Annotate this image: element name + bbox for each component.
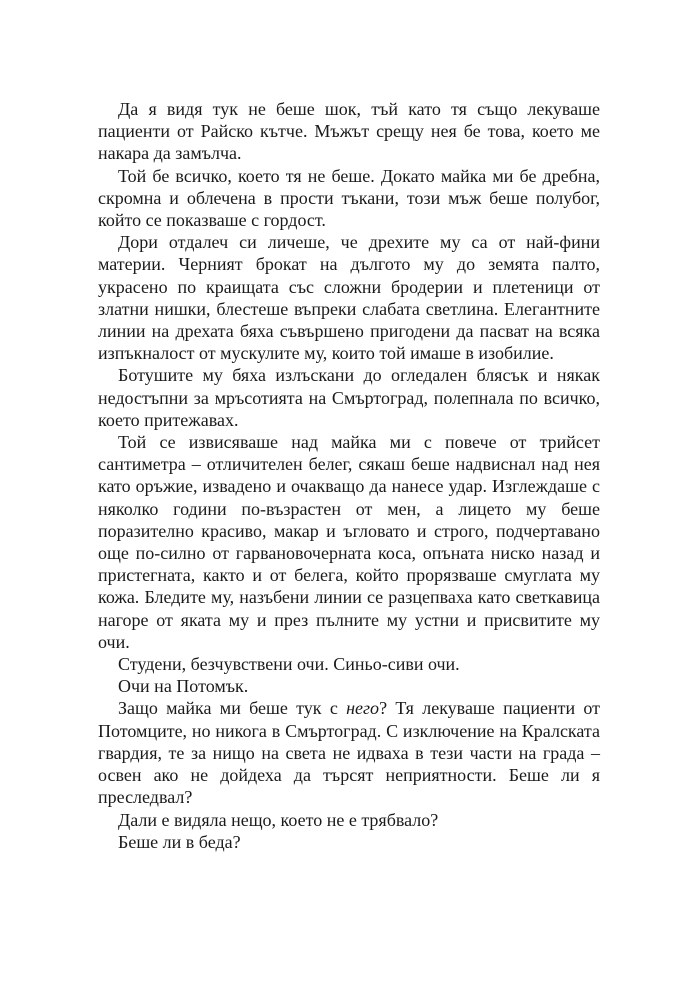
paragraph-9: Дали е видяла нещо, което не е трябвало? bbox=[118, 809, 439, 830]
paragraph-2: Той бе всичко, което тя не беше. Докато майка ми бе дребна, скромна и облечена в прости тъкани, този мъж беше полубог, който се показваше с гордост. bbox=[98, 165, 600, 231]
paragraph-10: Беше ли в беда? bbox=[118, 831, 241, 852]
paragraph-3: Дори отдалеч си личеше, че дрехите му са от най-фини материи. Черният брокат на дългото му до земята палто, украсено по краищата със сложни бродерии и плетеници от златни нишки, блестеше въпреки слабата светлина. Елегантните линии на дрехата бяха съвършено пригодени да пасват на всяка изпъкналост от мускулите му, които той имаше в изобилие. bbox=[98, 232, 600, 364]
paragraph-7: Очи на Потомък. bbox=[118, 676, 249, 697]
paragraph-1: Да я видя тук не беше шок, тъй като тя също лекуваше пациенти от Райско кътче. Мъжът срещу нея бе това, което ме накара да замълча. bbox=[98, 99, 600, 164]
paragraph-6: Студени, безчувствени очи. Синьо-сиви очи. bbox=[118, 654, 460, 675]
paragraph-8-start: Защо майка ми беше тук с bbox=[118, 698, 347, 719]
paragraph-4: Ботушите му бяха излъскани до огледален блясък и някак недостъпни за мръсотията на Смъртоград, полепнала по всичко, което притежавах. bbox=[98, 365, 600, 430]
body-text bbox=[98, 98, 600, 853]
paragraph-8-emphasis: него bbox=[346, 698, 380, 719]
paragraph-8-end: ? Тя лекуваше пациенти от Потомците, но никога в Смъртоград. С изключение на Кралската гвардия, те за нищо на света не идваха в тези части на града – освен ако не дойдеха да търсят неприятности. Беше ли я преследвал? bbox=[98, 698, 600, 808]
paragraph-8 bbox=[98, 697, 600, 808]
paragraph-5: Той се извисяваше над майка ми с повече от трийсет сантиметра – отличителен белег, сякаш беше надвиснал над нея като оръжие, извадено и очакващо да нанесе удар. Изглеждаше с няколко години по-възрастен от мен, а лицето му беше поразително красиво, макар и ъгловато и строго, подчертавано още по-силно от гарвановочерната коса, опъната ниско назад и пристегната, както и от белега, който прорязваше смуглата му кожа. Бледите му, назъбени линии се разцепваха като светкавица нагоре от яката му и през пълните му устни и присвитите му очи. bbox=[98, 432, 600, 652]
